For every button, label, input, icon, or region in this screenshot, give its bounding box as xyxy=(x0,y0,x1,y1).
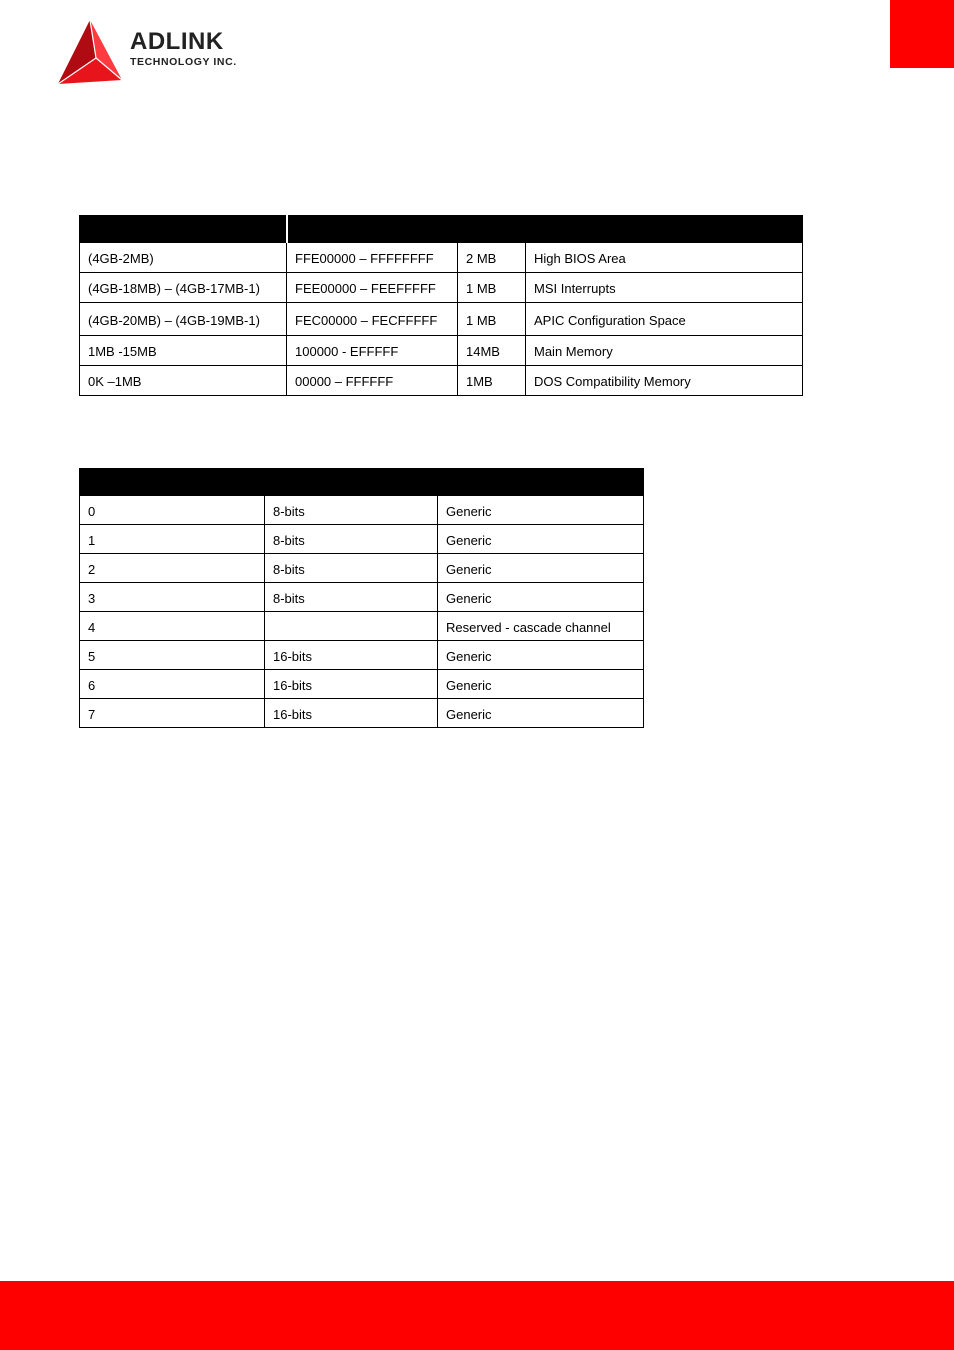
table-row xyxy=(80,670,644,699)
header-cell xyxy=(287,216,803,243)
table-row xyxy=(80,612,644,641)
use-cell: Generic xyxy=(438,525,644,554)
adlink-triangle-icon xyxy=(56,18,128,86)
use-cell: Generic xyxy=(438,583,644,612)
footer-bar xyxy=(0,1281,954,1350)
table-row xyxy=(80,554,644,583)
table-row xyxy=(80,366,803,396)
channel-cell: 3 xyxy=(80,583,265,612)
width-cell: 16-bits xyxy=(265,670,438,699)
table-row xyxy=(80,641,644,670)
address-cell: FEC00000 – FECFFFFF xyxy=(287,303,458,336)
corner-tab xyxy=(890,0,954,68)
dma-channel-table xyxy=(79,468,644,728)
use-cell: Reserved - cascade channel xyxy=(438,612,644,641)
width-cell: 16-bits xyxy=(265,699,438,728)
range-cell: 0K –1MB xyxy=(80,366,287,396)
width-cell: 16-bits xyxy=(265,641,438,670)
channel-cell: 6 xyxy=(80,670,265,699)
use-cell: MSI Interrupts xyxy=(526,273,803,303)
range-cell: 1MB -15MB xyxy=(80,336,287,366)
header-cell xyxy=(80,216,287,243)
table-row xyxy=(80,699,644,728)
use-cell: Main Memory xyxy=(526,336,803,366)
table-row xyxy=(80,525,644,554)
address-cell: 100000 - EFFFFF xyxy=(287,336,458,366)
address-cell: FFE00000 – FFFFFFFF xyxy=(287,243,458,273)
width-cell: 8-bits xyxy=(265,525,438,554)
use-cell: APIC Configuration Space xyxy=(526,303,803,336)
width-cell: 8-bits xyxy=(265,554,438,583)
channel-cell: 0 xyxy=(80,496,265,525)
size-cell: 1 MB xyxy=(458,273,526,303)
channel-cell: 7 xyxy=(80,699,265,728)
table-header-row xyxy=(80,469,644,496)
range-cell: (4GB-20MB) – (4GB-19MB-1) xyxy=(80,303,287,336)
table-row xyxy=(80,243,803,273)
table-header-row xyxy=(80,216,803,243)
header-cell xyxy=(80,469,644,496)
channel-cell: 2 xyxy=(80,554,265,583)
adlink-logo xyxy=(56,18,271,86)
table-row xyxy=(80,496,644,525)
use-cell: DOS Compatibility Memory xyxy=(526,366,803,396)
use-cell: Generic xyxy=(438,554,644,583)
table-row xyxy=(80,303,803,336)
use-cell: High BIOS Area xyxy=(526,243,803,273)
width-cell xyxy=(265,612,438,641)
use-cell: Generic xyxy=(438,699,644,728)
address-cell: 00000 – FFFFFF xyxy=(287,366,458,396)
brand-tagline: TECHNOLOGY INC. xyxy=(130,56,237,68)
size-cell: 14MB xyxy=(458,336,526,366)
size-cell: 1 MB xyxy=(458,303,526,336)
channel-cell: 1 xyxy=(80,525,265,554)
size-cell: 2 MB xyxy=(458,243,526,273)
channel-cell: 4 xyxy=(80,612,265,641)
use-cell: Generic xyxy=(438,670,644,699)
brand-name: ADLINK xyxy=(130,28,224,55)
width-cell: 8-bits xyxy=(265,496,438,525)
table-row xyxy=(80,583,644,612)
use-cell: Generic xyxy=(438,496,644,525)
table-row xyxy=(80,336,803,366)
width-cell: 8-bits xyxy=(265,583,438,612)
range-cell: (4GB-2MB) xyxy=(80,243,287,273)
range-cell: (4GB-18MB) – (4GB-17MB-1) xyxy=(80,273,287,303)
address-cell: FEE00000 – FEEFFFFF xyxy=(287,273,458,303)
memory-map-table xyxy=(79,215,803,396)
size-cell: 1MB xyxy=(458,366,526,396)
table-row xyxy=(80,273,803,303)
use-cell: Generic xyxy=(438,641,644,670)
channel-cell: 5 xyxy=(80,641,265,670)
